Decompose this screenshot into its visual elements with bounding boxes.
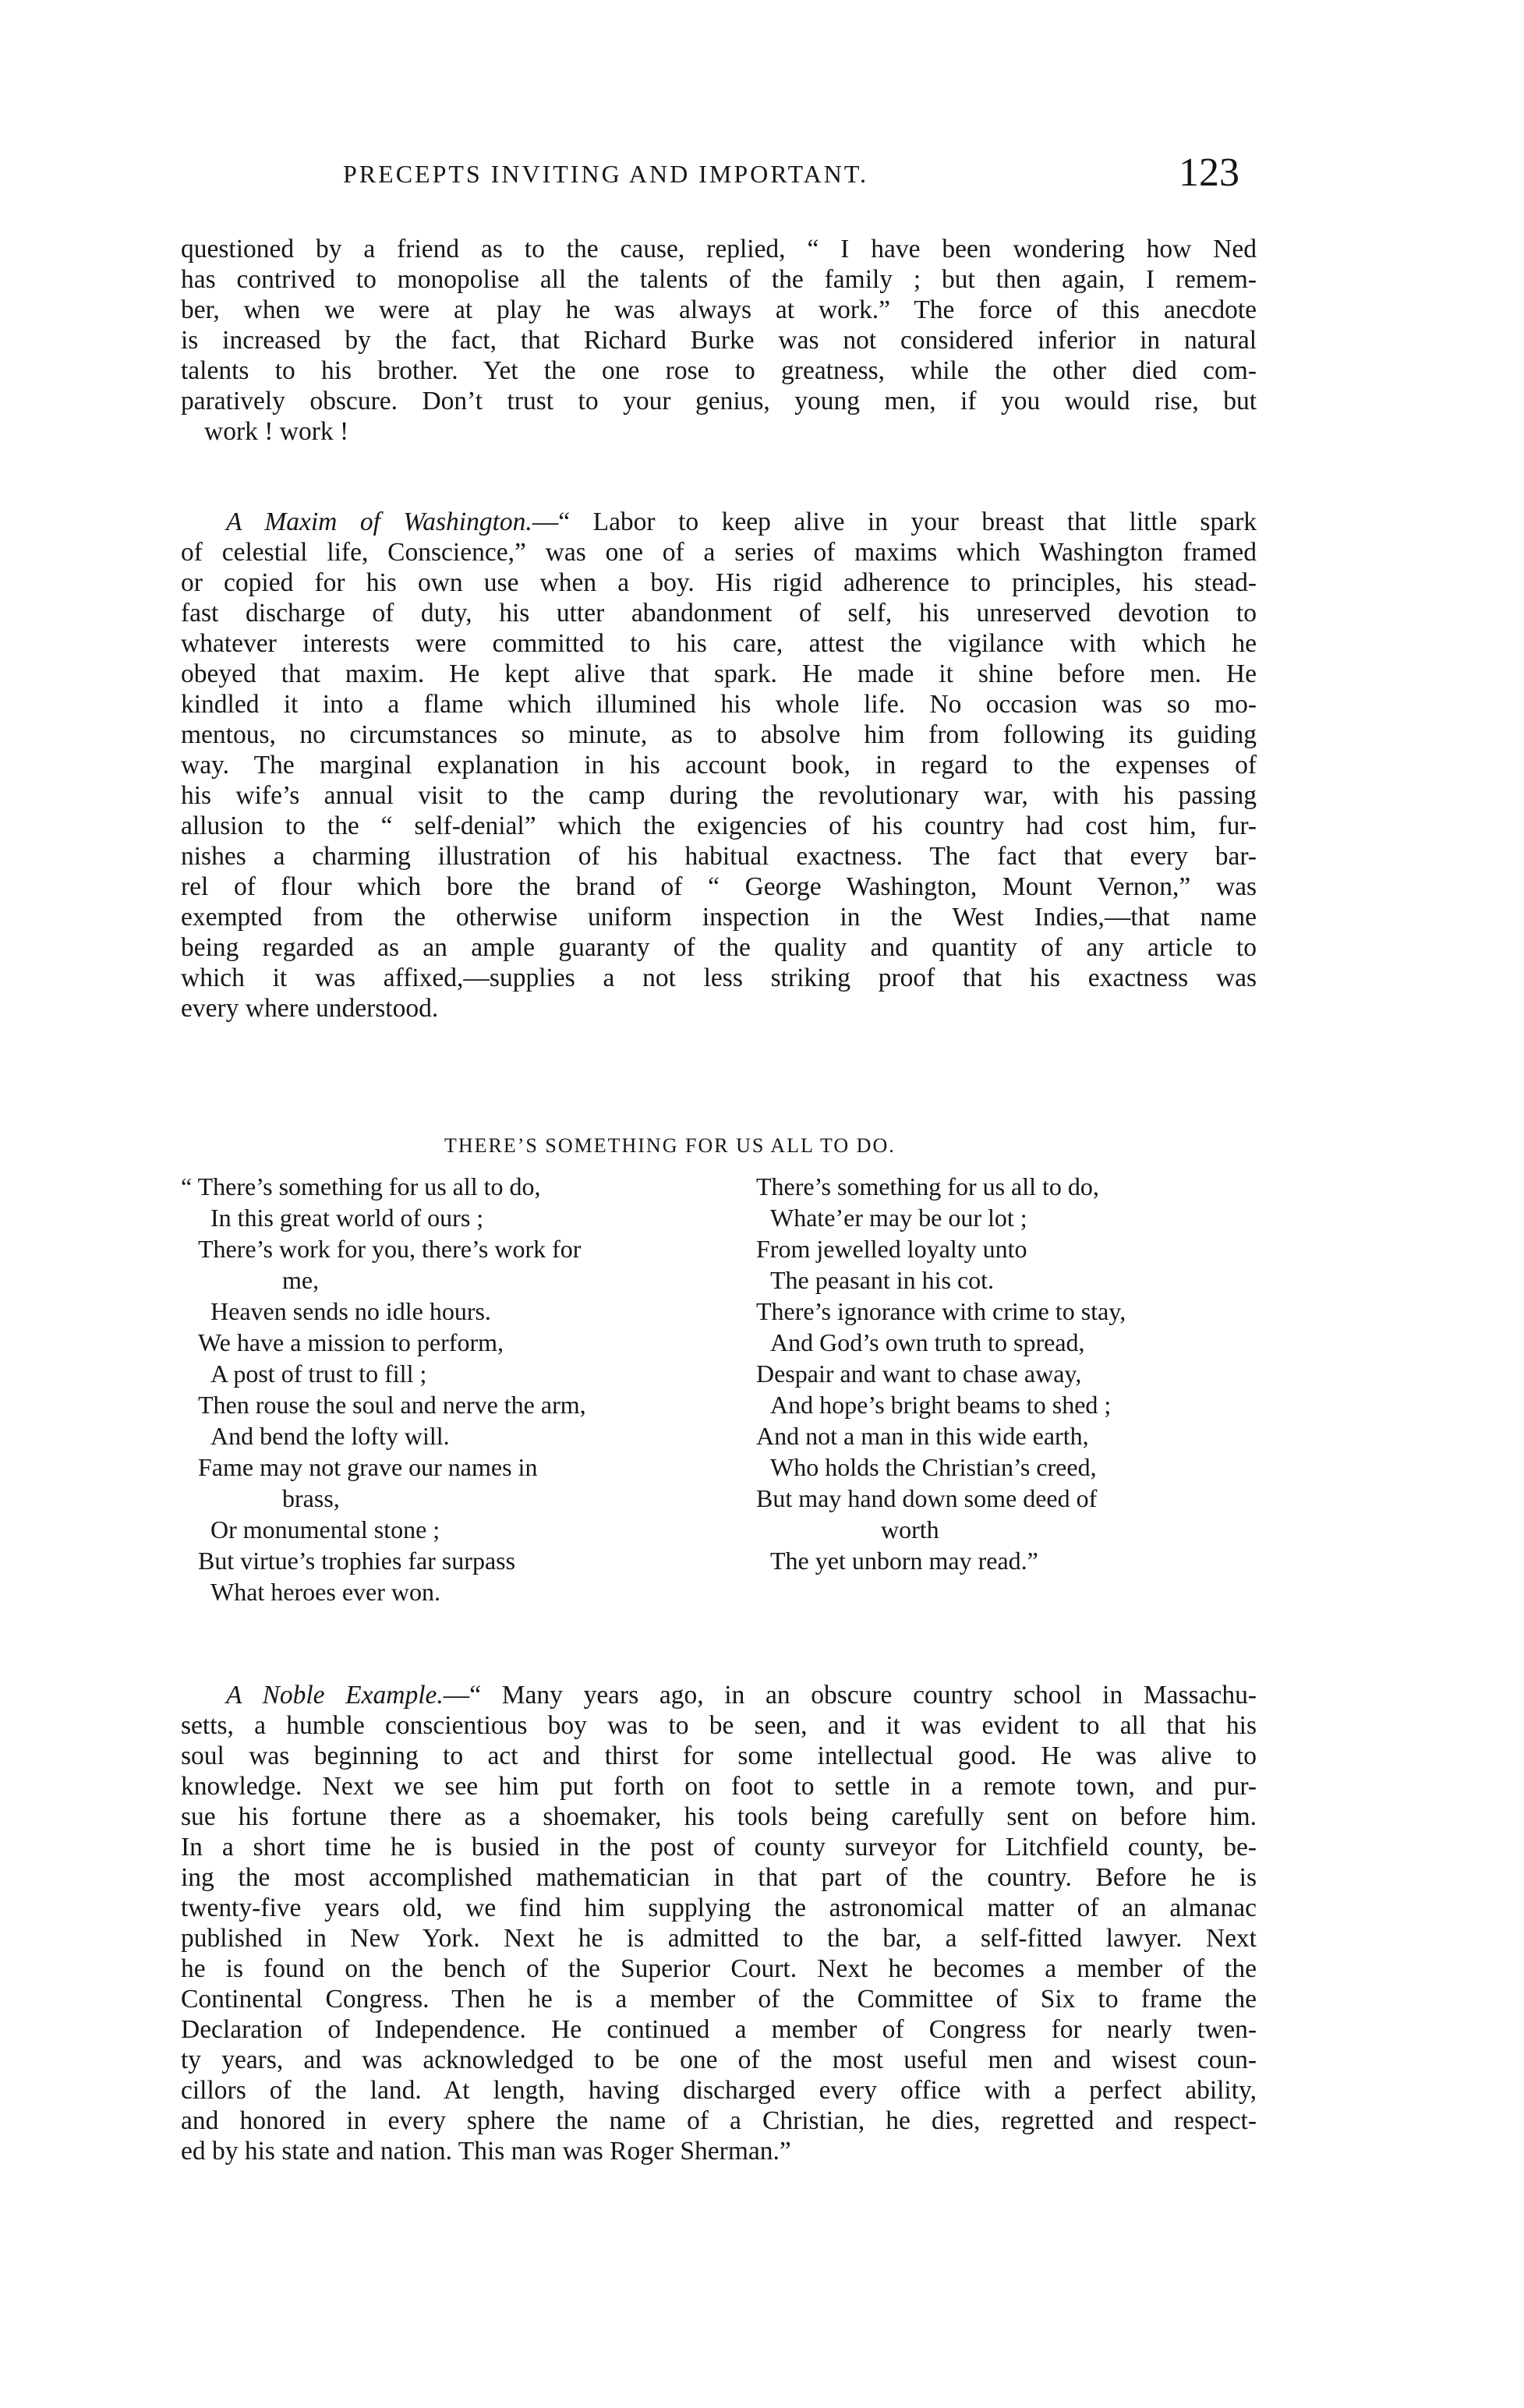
text-line: and honored in every sphere the name of a Christian, he dies, regretted and respect- [181,2106,1257,2135]
text-line: ty years, and was acknowledged to be one of the most useful men and wisest coun- [181,2046,1257,2074]
text-line: is increased by the fact, that Richard Burke was not considered inferior in natural [181,326,1257,355]
poem-line: In this great world of ours ; [210,1204,484,1232]
poem-line: Then rouse the soul and nerve the arm, [198,1391,586,1419]
text-line: whatever interests were committed to his care, attest the vigilance with which he [181,629,1257,658]
text-line: cillors of the land. At length, having discharged every office with a perfect ability, [181,2076,1257,2105]
section-lead-maxim: A Maxim of Washington. [226,507,532,536]
text-line: published in New York. Next he is admitted to the bar, a self-fitted lawyer. Next [181,1924,1257,1953]
poem-line: Fame may not grave our names in [198,1453,538,1481]
text-line: he is found on the bench of the Superior Court. Next he becomes a member of the [181,1954,1257,1983]
text-line: fast discharge of duty, his utter abandonment of self, his unreserved devotion to [181,599,1257,628]
text-line: twenty-five years old, we find him supplying the astronomical matter of an almanac [181,1894,1257,1922]
paragraph-burke-anecdote [181,234,1257,447]
poem-title: THERE’S SOMETHING FOR US ALL TO DO. [444,1134,896,1157]
poem-line: A post of trust to fill ; [210,1360,427,1388]
poem-line: We have a mission to perform, [198,1328,504,1356]
text-line: knowledge. Next we see him put forth on foot to settle in a remote town, and pur- [181,1772,1257,1801]
poem-line: Whate’er may be our lot ; [770,1204,1027,1232]
text-line: ed by his state and nation. This man was Roger Sherman.” [181,2137,791,2166]
poem-line: brass, [282,1484,340,1512]
poem-line: And God’s own truth to spread, [770,1328,1085,1356]
text-line: sue his fortune there as a shoemaker, his tools being carefully sent on before him. [181,1802,1257,1831]
poem-line: And bend the lofty will. [210,1422,450,1450]
text-line: obeyed that maxim. He kept alive that spark. He made it shine before men. He [181,659,1257,688]
poem-line: Heaven sends no idle hours. [210,1297,491,1325]
text-line: ber, when we were at play he was always at work.” The force of this anecdote [181,295,1257,324]
text-line: talents to his brother. Yet the one rose to greatness, while the other died com- [181,356,1257,385]
poem-line: There’s something for us all to do, [756,1172,1099,1200]
poem-line: And hope’s bright beams to shed ; [770,1391,1112,1419]
poem-line: But may hand down some deed of [756,1484,1098,1512]
text-line: Continental Congress. Then he is a member of the Committee of Six to frame the [181,1985,1257,2014]
text-segment: —“ Labor to keep alive in your breast that little spark [532,507,1257,536]
poem-line: Or monumental stone ; [210,1515,440,1543]
poem-column-left [181,1171,711,1607]
poem-line: “ There’s something for us all to do, [181,1172,541,1200]
text-line: work ! work ! [204,417,349,446]
text-line: ing the most accomplished mathematician in that part of the country. Before he is [181,1863,1257,1892]
section-lead-noble-example: A Noble Example. [226,1681,444,1710]
text-line: setts, a humble conscientious boy was to be seen, and it was evident to all that his [181,1711,1257,1740]
text-line: rel of flour which bore the brand of “ George Washington, Mount Vernon,” was [181,872,1257,901]
poem-line: There’s ignorance with crime to stay, [756,1297,1126,1325]
text-line: kindled it into a flame which illumined his whole life. No occasion was so mo- [181,690,1257,719]
running-head: PRECEPTS INVITING AND IMPORTANT. [343,160,869,188]
text-line: nishes a charming illustration of his habitual exactness. The fact that every bar- [181,842,1257,871]
text-line: mentous, no circumstances so minute, as to absolve him from following its guiding [181,720,1257,749]
text-line [181,1680,1257,1710]
text-line: way. The marginal explanation in his account book, in regard to the expenses of [181,751,1257,780]
page-number: 123 [1179,150,1239,195]
paragraph-noble-example [181,1680,1257,2166]
text-line [181,507,1257,537]
poem-line: The yet unborn may read.” [770,1547,1038,1575]
text-line: In a short time he is busied in the post of county surveyor for Litchfield county, be- [181,1833,1257,1862]
text-line: being regarded as an ample guaranty of the quality and quantity of any article to [181,933,1257,962]
poem-line: From jewelled loyalty unto [756,1235,1027,1263]
text-line: his wife’s annual visit to the camp during the revolutionary war, with his passing [181,781,1257,810]
text-line: of celestial life, Conscience,” was one of a series of maxims which Washington framed [181,538,1257,567]
poem-line: And not a man in this wide earth, [756,1422,1089,1450]
text-line: soul was beginning to act and thirst for some intellectual good. He was alive to [181,1741,1257,1770]
poem-column-right [756,1171,1271,1576]
text-line: or copied for his own use when a boy. His rigid adherence to principles, his stead- [181,568,1257,597]
poem-line: The peasant in his cot. [770,1266,995,1294]
poem-line: worth [881,1515,939,1543]
text-line: allusion to the “ self-denial” which the exigencies of his country had cost him, fur- [181,812,1257,840]
poem-line: me, [282,1266,320,1294]
text-line: paratively obscure. Don’t trust to your genius, young men, if you would rise, but [181,387,1257,415]
poem-line: Despair and want to chase away, [756,1360,1082,1388]
poem-line: But virtue’s trophies far surpass [198,1547,516,1575]
text-line: exempted from the otherwise uniform inspection in the West Indies,—that name [181,903,1257,932]
text-line: every where understood. [181,994,439,1023]
text-line: which it was affixed,—supplies a not less striking proof that his exactness was [181,964,1257,992]
poem-line: There’s work for you, there’s work for [198,1235,582,1263]
text-line: Declaration of Independence. He continued a member of Congress for nearly twen- [181,2015,1257,2044]
text-line: has contrived to monopolise all the talents of the family ; but then again, I remem- [181,265,1257,294]
text-segment: —“ Many years ago, in an obscure country school in Massachu- [443,1681,1257,1710]
paragraph-maxim-of-washington [181,507,1257,1024]
text-line: questioned by a friend as to the cause, replied, “ I have been wondering how Ned [181,235,1257,263]
poem-line: Who holds the Christian’s creed, [770,1453,1097,1481]
poem-line: What heroes ever won. [210,1578,440,1606]
